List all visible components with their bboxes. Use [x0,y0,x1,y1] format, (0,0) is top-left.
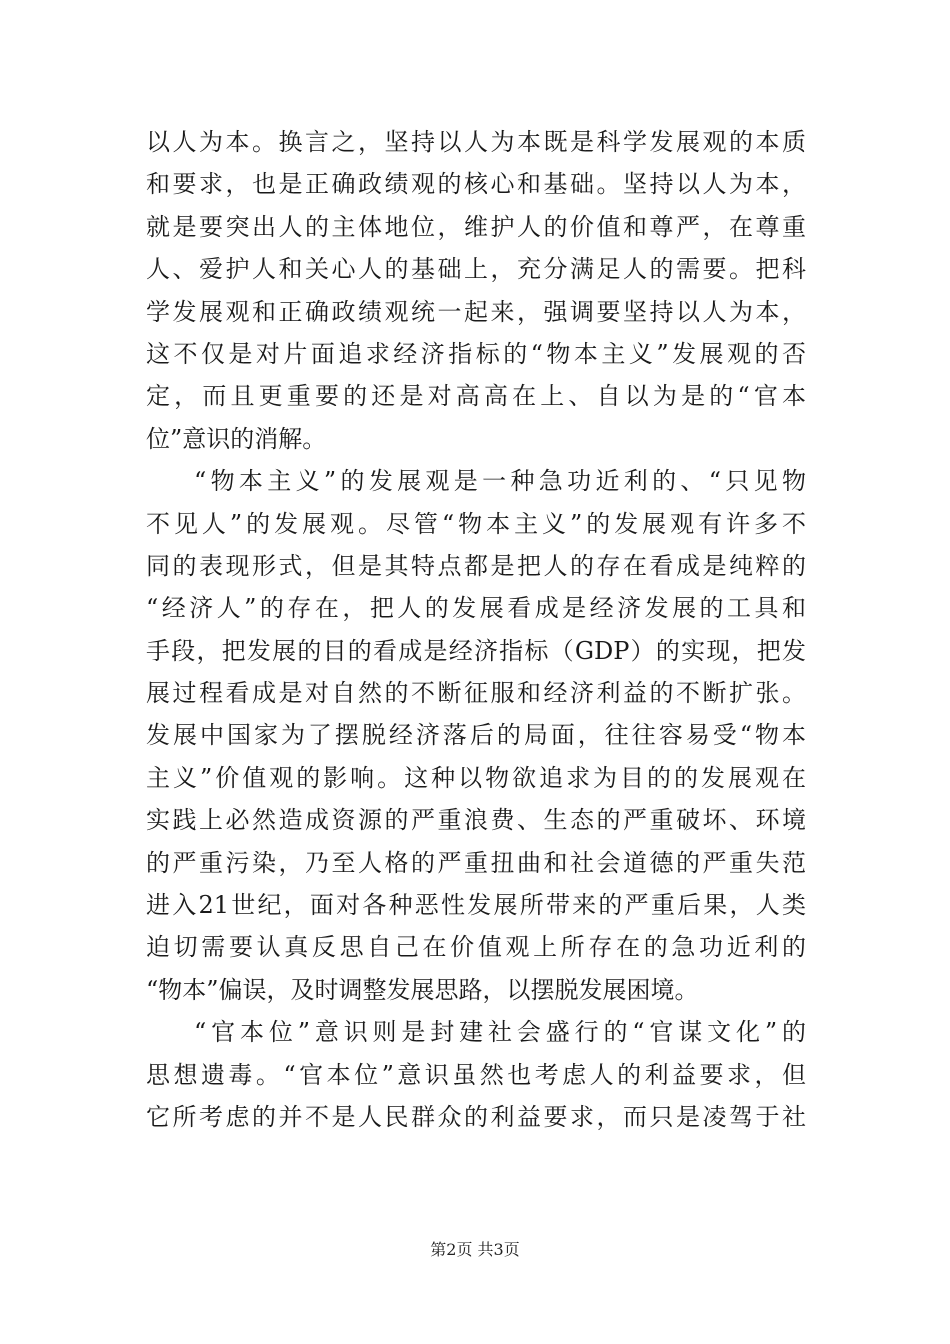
text-line: 主义”价值观的影响。这种以物欲追求为目的的发展观在 [146,763,806,792]
text-line: 思想遗毒。“官本位”意识虽然也考虑人的利益要求，但 [146,1060,806,1089]
text-line: 同的表现形式，但是其特点都是把人的存在看成是纯粹的 [146,551,806,580]
text-line: 定，而且更重要的还是对高高在上、自以为是的“官本 [146,382,806,411]
text-line: 人、爱护人和关心人的基础上，充分满足人的需要。把科 [146,255,806,284]
text-line: 这不仅是对片面追求经济指标的“物本主义”发展观的否 [146,339,806,368]
text-line: 学发展观和正确政绩观统一起来，强调要坚持以人为本， [146,297,806,326]
text-line: 就是要突出人的主体地位，维护人的价值和尊严，在尊重 [146,212,806,241]
page-footer: 第2页 共3页 [430,1240,520,1259]
text-line: 发展中国家为了摆脱经济落后的局面，往往容易受“物本 [146,721,806,750]
text-line: “经济人”的存在，把人的发展看成是经济发展的工具和 [146,594,806,623]
text-line: 进入21世纪，面对各种恶性发展所带来的严重后果，人类 [146,891,806,920]
text-line: “物本主义”的发展观是一种急功近利的、“只见物 [194,467,806,496]
text-line: 实践上必然造成资源的严重浪费、生态的严重破坏、环境 [146,806,806,835]
text-line: 它所考虑的并不是人民群众的利益要求，而只是凌驾于社 [146,1102,806,1131]
text-line: 迫切需要认真反思自己在价值观上所存在的急功近利的 [146,933,806,962]
text-line: “官本位”意识则是封建社会盛行的“官谋文化”的 [194,1018,806,1047]
text-line: 以人为本。换言之，坚持以人为本既是科学发展观的本质 [146,128,806,156]
text-line: 手段，把发展的目的看成是经济指标（GDP）的实现，把发 [146,636,806,665]
text-line: 的严重污染，乃至人格的严重扭曲和社会道德的严重失范 [146,848,806,877]
text-line: 展过程看成是对自然的不断征服和经济利益的不断扩张。 [146,679,806,708]
text-line: 和要求，也是正确政绩观的核心和基础。坚持以人为本， [146,170,806,199]
text-line: 位”意识的消解。 [146,424,327,453]
text-line: “物本”偏误，及时调整发展思路，以摆脱发展困境。 [146,975,699,1004]
text-line: 不见人”的发展观。尽管“物本主义”的发展观有许多不 [146,509,806,538]
document-body [146,121,806,1138]
